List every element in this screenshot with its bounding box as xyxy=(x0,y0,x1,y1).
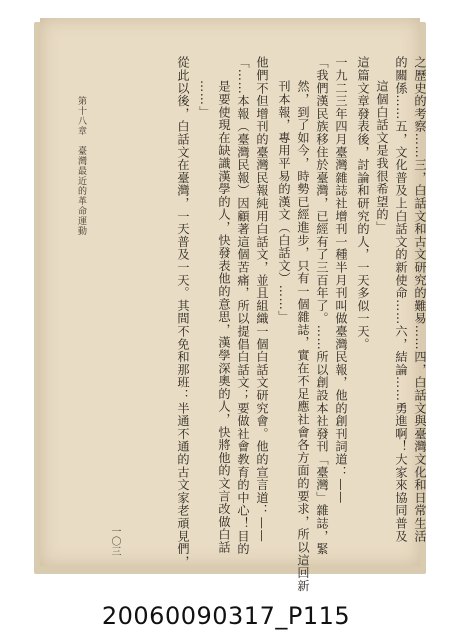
text-column: 之歷史的考察……三，白話文和古文研究的難易……四，白話文與臺灣文化和日常生活 xyxy=(413,56,427,543)
text-column: 這篇文章發表後，討論和研究的人，一天多似一天。 xyxy=(356,56,370,351)
page-number: 一〇三 xyxy=(109,526,120,556)
text-column: 這個白話文是我很希望的」 xyxy=(375,80,389,234)
text-column: 的關係……五，文化普及上白話文的新使命……六，結論……勇進啊！大家來協同普及 xyxy=(394,56,408,543)
text-column: 「……本報（臺灣民報）因顧著這個苦痛，所以提倡白話文；要做社會教育的中心！目的 xyxy=(236,56,250,556)
text-column: 是要使現在缺識漢學的人，快發表他的意思，漢學深奧的人，快將他的文言改做白話 xyxy=(217,80,231,554)
text-column: 一九二三年四月臺灣雜誌社增刊一種半月刊叫做臺灣民報，他的創刊詞道：—— xyxy=(334,56,348,504)
text-column: 「我們漢民族移住於臺灣，已經有了三百年了。……所以創設本社發刊「臺灣」雜誌，緊 xyxy=(315,56,329,556)
book-page xyxy=(40,18,427,592)
text-column: 他們不但增刊的臺灣民報純用白話文，並且組織一個白話文研究會。他的宣言道：—— xyxy=(255,56,269,543)
body-text xyxy=(102,56,427,592)
image-caption: 20060090317_P115 xyxy=(101,602,351,630)
text-column: 從此以後，白話文在臺灣，一天普及一天。其間不免和那班：半通不通的古文家老頑見們， xyxy=(176,56,190,568)
text-column: 然，到了如今，時勢已經進步，只有一個雜誌，實在不足應社會各方面的要求，所以這回新 xyxy=(296,80,310,592)
text-column: 刊本報，專用平易的漢文（白話文）……」 xyxy=(277,80,291,324)
running-header: 第十八章 臺灣最近的革命運動 xyxy=(76,96,86,236)
text-column: ……」 xyxy=(198,80,212,119)
